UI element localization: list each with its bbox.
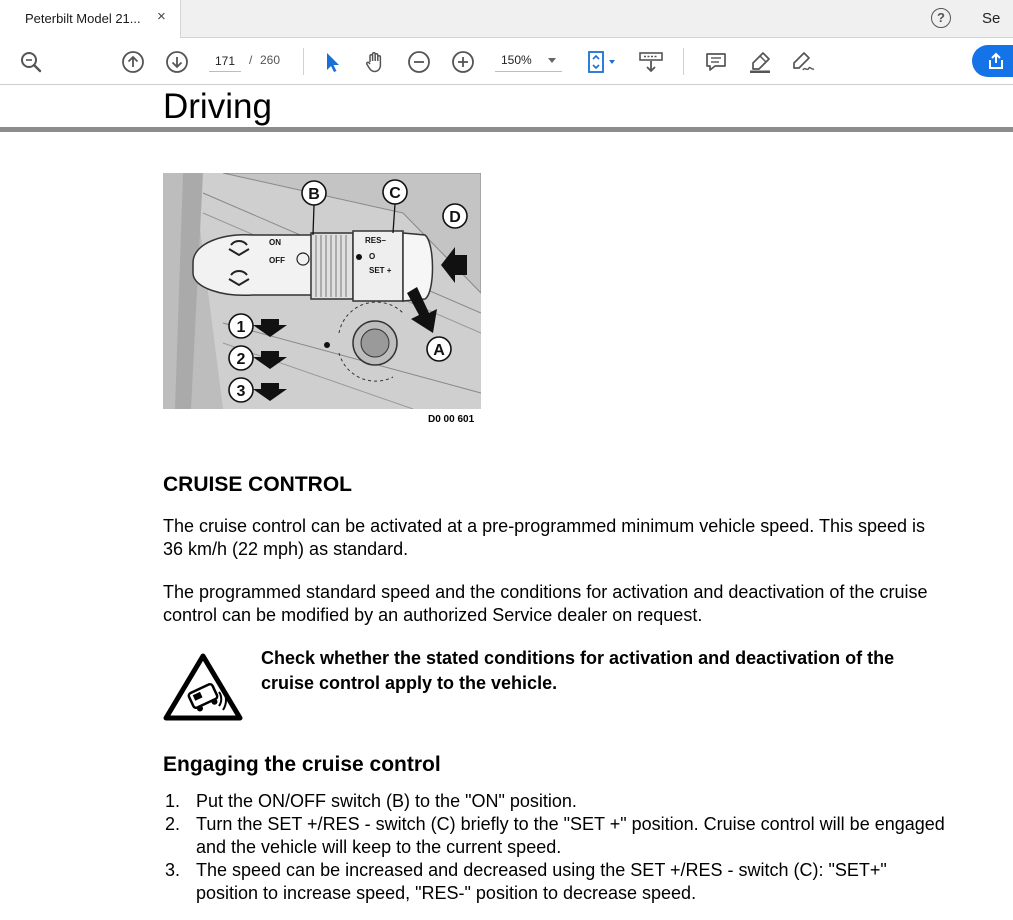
paragraph-minimum-speed: The cruise control can be activated at a pre-programmed minimum vehicle speed. This speed is 36 km/h (22 mph) as standard. <box>163 516 926 559</box>
total-pages: 260 <box>260 53 281 67</box>
stalk-switch-figure <box>163 173 481 409</box>
figure-label-res: RES– <box>365 236 386 245</box>
tab-title: Peterbilt Model 21... <box>25 11 141 26</box>
step-number: 2. <box>165 814 181 834</box>
paragraph-dealer-modification: The programmed standard speed and the conditions for activation and deactivation of the cruise control can be modified by an authorized Service dealer on request. <box>163 582 928 625</box>
document-page <box>0 85 1013 920</box>
title-divider <box>0 127 1013 132</box>
page-separator: / <box>249 53 253 67</box>
zoom-value: 150% <box>501 53 532 67</box>
zoom-search-icon[interactable] <box>18 49 44 75</box>
page-number-input[interactable] <box>209 50 241 72</box>
figure-label-a: A <box>433 342 445 359</box>
zoom-out-icon[interactable] <box>406 49 432 75</box>
scroll-mode-icon[interactable] <box>638 49 664 75</box>
warning-text: Check whether the stated conditions for activation and deactivation of the cruise control apply to the vehicle. <box>261 648 895 693</box>
figure-label-2: 2 <box>236 351 246 368</box>
figure-label-o: O <box>369 252 376 261</box>
close-tab-icon[interactable]: × <box>157 8 166 25</box>
figure-label-set: SET + <box>369 266 392 275</box>
figure-label-d: D <box>449 209 461 226</box>
toolbar <box>0 38 1013 85</box>
steps-list <box>163 790 953 905</box>
toolbar-divider <box>683 48 684 75</box>
step-number: 1. <box>165 791 181 811</box>
figure-label-off: OFF <box>269 256 285 265</box>
tab-bar <box>0 0 1013 38</box>
comment-icon[interactable] <box>703 49 729 75</box>
help-icon[interactable]: ? <box>931 8 951 28</box>
hand-tool-icon[interactable] <box>362 49 388 75</box>
figure-label-c: C <box>389 185 401 202</box>
figure-label-on: ON <box>269 238 281 247</box>
zoom-select[interactable] <box>495 50 562 72</box>
sign-in-link[interactable]: Se <box>982 10 1001 27</box>
step-number: 3. <box>165 860 181 880</box>
share-button[interactable] <box>972 45 1013 77</box>
list-item <box>163 790 953 813</box>
highlight-icon[interactable] <box>747 49 773 75</box>
cruise-control-heading: CRUISE CONTROL <box>163 473 352 496</box>
chevron-down-icon <box>548 58 556 63</box>
share-icon <box>987 52 1005 70</box>
list-item <box>163 813 953 859</box>
figure-caption: D0 00 601 <box>428 414 475 425</box>
step-text: Turn the SET +/RES - switch (C) briefly to the "SET +" position. Cruise control will be engaged and the vehicle will keep to the current speed. <box>196 814 945 857</box>
zoom-in-icon[interactable] <box>450 49 476 75</box>
step-text: Put the ON/OFF switch (B) to the "ON" position. <box>196 791 577 811</box>
warning-triangle-icon <box>163 652 243 722</box>
toolbar-divider <box>303 48 304 75</box>
step-text: The speed can be increased and decreased using the SET +/RES - switch (C): "SET+" position to increase speed, "RES-" position to decrease speed. <box>196 860 887 903</box>
select-arrow-icon[interactable] <box>319 49 345 75</box>
fit-page-icon[interactable] <box>584 49 620 75</box>
figure-label-3: 3 <box>236 383 246 400</box>
sign-icon[interactable] <box>790 49 816 75</box>
page-down-icon[interactable] <box>164 49 190 75</box>
figure-label-1: 1 <box>236 319 246 336</box>
section-title: Driving <box>163 87 272 126</box>
document-tab[interactable] <box>0 0 181 38</box>
engaging-heading: Engaging the cruise control <box>163 753 441 776</box>
list-item <box>163 859 953 905</box>
page-up-icon[interactable] <box>120 49 146 75</box>
figure-label-b: B <box>308 186 320 203</box>
